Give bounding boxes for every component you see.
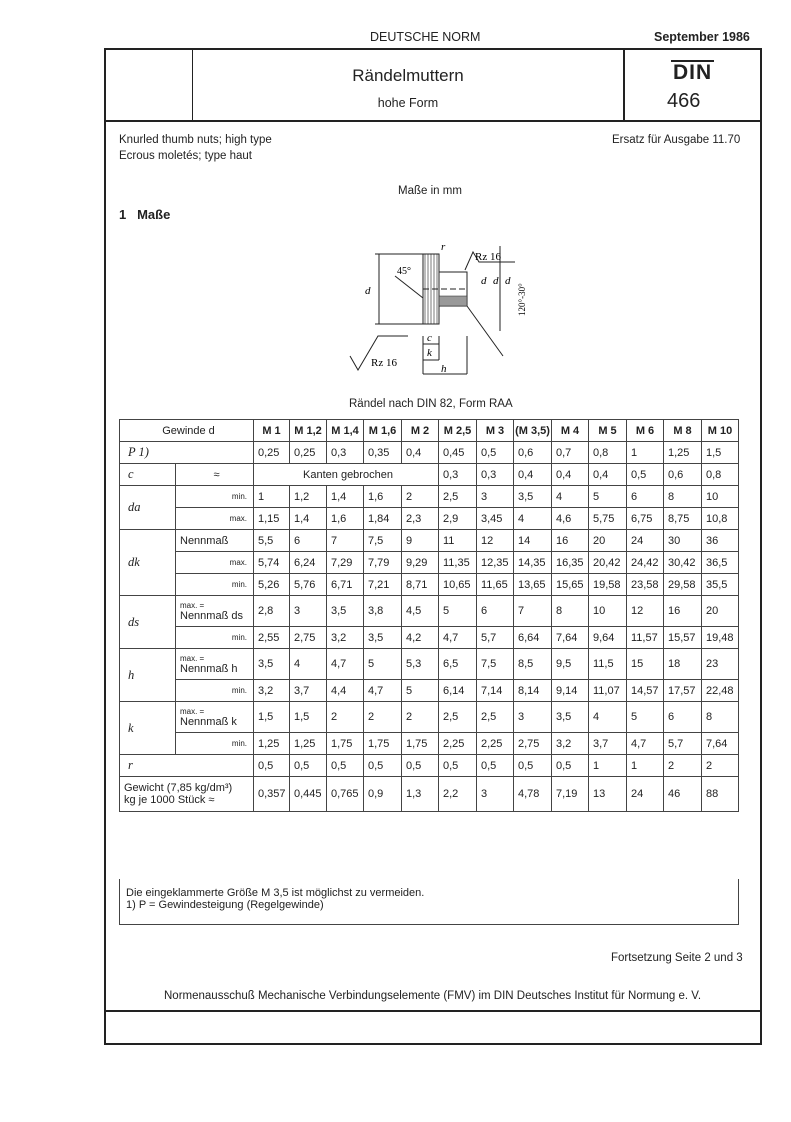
size-header: M 1,4	[327, 420, 364, 442]
k-min-cell: 4,7	[627, 733, 664, 755]
k-min-cell: 1,75	[364, 733, 402, 755]
da-max-cell: 3,45	[477, 508, 514, 530]
da-min-cell: 1	[254, 486, 290, 508]
nennmass-label	[176, 702, 254, 733]
P-cell: 0,6	[514, 442, 552, 464]
dk-min-cell: 15,65	[552, 574, 589, 596]
h-min-cell: 4,4	[327, 680, 364, 702]
h-min-cell: 8,14	[514, 680, 552, 702]
k-min-cell: 3,7	[589, 733, 627, 755]
c-cell: 0,5	[627, 464, 664, 486]
da-min-cell: 2	[402, 486, 439, 508]
c-cell: 0,4	[514, 464, 552, 486]
dk-nenn-cell: 9	[402, 530, 439, 552]
min-label: min.	[176, 627, 254, 649]
min-label: min.	[176, 486, 254, 508]
weight-cell: 88	[702, 777, 739, 812]
table-row-weight	[120, 777, 739, 812]
k-min-cell: 5,7	[664, 733, 702, 755]
ds-min-cell: 4,7	[439, 627, 477, 649]
k-nenn-cell: 3	[514, 702, 552, 733]
size-header: (M 3,5)	[514, 420, 552, 442]
da-max-cell: 8,75	[664, 508, 702, 530]
k-min-cell: 2,25	[477, 733, 514, 755]
da-min-cell: 1,6	[364, 486, 402, 508]
da-min-cell: 3	[477, 486, 514, 508]
symbol-da: da	[120, 486, 176, 530]
ds-nenn-cell: 2,8	[254, 596, 290, 627]
units-note: Maße in mm	[398, 185, 462, 197]
nennmass-text: Nennmaß k	[180, 715, 237, 728]
document-subtitle: hohe Form	[377, 96, 439, 110]
r-cell: 2	[702, 755, 739, 777]
h-min-cell: 6,14	[439, 680, 477, 702]
ds-nenn-cell: 6	[477, 596, 514, 627]
table-row-ds-min	[120, 627, 739, 649]
k-min-cell: 1,25	[290, 733, 327, 755]
h-min-cell: 5	[402, 680, 439, 702]
title-divider-right	[623, 48, 625, 122]
h-nenn-cell: 6,5	[439, 649, 477, 680]
ds-nenn-cell: 3,8	[364, 596, 402, 627]
ds-nenn-cell: 7	[514, 596, 552, 627]
ds-min-cell: 4,2	[402, 627, 439, 649]
ds-nenn-cell: 3	[290, 596, 327, 627]
min-label: min.	[176, 680, 254, 702]
da-min-cell: 8	[664, 486, 702, 508]
nennmass-text: Nennmaß ds	[180, 609, 243, 622]
ds-nenn-cell: 8	[552, 596, 589, 627]
dk-min-cell: 11,65	[477, 574, 514, 596]
k-nenn-cell: 8	[702, 702, 739, 733]
note-line-1: Die eingeklammerte Größe M 3,5 ist möglichst zu vermeiden.	[126, 887, 425, 899]
ds-min-cell: 6,64	[514, 627, 552, 649]
da-max-cell: 1,15	[254, 508, 290, 530]
da-max-cell: 2,3	[402, 508, 439, 530]
k-nenn-cell: 2,5	[477, 702, 514, 733]
k-nenn-cell: 2	[327, 702, 364, 733]
standard-number: 466	[667, 90, 701, 112]
c-cell: 0,3	[439, 464, 477, 486]
dk-max-cell: 11,35	[439, 552, 477, 574]
weight-cell: 46	[664, 777, 702, 812]
nennmass-label	[176, 596, 254, 627]
k-label: k	[427, 347, 432, 359]
norm-label: DEUTSCHE NORM	[370, 30, 481, 44]
k-nenn-cell: 2	[402, 702, 439, 733]
symbol-ds: ds	[120, 596, 176, 649]
dk-nenn-cell: 12	[477, 530, 514, 552]
P-cell: 0,45	[439, 442, 477, 464]
h-nenn-cell: 7,5	[477, 649, 514, 680]
symbol-dk: dk	[120, 530, 176, 596]
weight-cell: 0,765	[327, 777, 364, 812]
weight-cell: 0,9	[364, 777, 402, 812]
dk-min-cell: 35,5	[702, 574, 739, 596]
r-cell: 2	[664, 755, 702, 777]
min-label: min.	[176, 574, 254, 596]
max-eq-label: max. =	[180, 706, 205, 716]
r-cell: 1	[627, 755, 664, 777]
dk-nenn-cell: 7	[327, 530, 364, 552]
dk-min-cell: 19,58	[589, 574, 627, 596]
r-cell: 0,5	[402, 755, 439, 777]
h-nenn-cell: 23	[702, 649, 739, 680]
da-min-cell: 1,4	[327, 486, 364, 508]
h-nenn-cell: 11,5	[589, 649, 627, 680]
da-label: d	[493, 275, 499, 287]
h-nenn-cell: 15	[627, 649, 664, 680]
h-min-cell: 4,7	[364, 680, 402, 702]
dk-max-cell: 20,42	[589, 552, 627, 574]
replaces-note: Ersatz für Ausgabe 11.70	[612, 134, 741, 146]
dk-max-cell: 14,35	[514, 552, 552, 574]
dk-min-cell: 13,65	[514, 574, 552, 596]
size-header: M 1,2	[290, 420, 327, 442]
size-header: M 10	[702, 420, 739, 442]
P-cell: 0,25	[290, 442, 327, 464]
english-title: Knurled thumb nuts; high type	[119, 134, 272, 146]
ds-min-cell: 2,55	[254, 627, 290, 649]
figure-caption: Rändel nach DIN 82, Form RAA	[349, 398, 513, 410]
r-cell: 0,5	[254, 755, 290, 777]
da-min-cell: 5	[589, 486, 627, 508]
c-cell: 0,6	[664, 464, 702, 486]
dk-max-cell: 12,35	[477, 552, 514, 574]
k-min-cell: 1,25	[254, 733, 290, 755]
weight-cell: 1,3	[402, 777, 439, 812]
chamfer-label: 45°	[397, 266, 411, 277]
k-min-cell: 3,2	[552, 733, 589, 755]
weight-cell: 24	[627, 777, 664, 812]
dk-min-cell: 7,21	[364, 574, 402, 596]
ds-min-cell: 15,57	[664, 627, 702, 649]
ds-min-cell: 9,64	[589, 627, 627, 649]
da-min-cell: 1,2	[290, 486, 327, 508]
ds-min-cell: 19,48	[702, 627, 739, 649]
dk-min-cell: 6,71	[327, 574, 364, 596]
da-max-cell: 6,75	[627, 508, 664, 530]
dk-min-cell: 5,76	[290, 574, 327, 596]
document-title: Rändelmuttern	[352, 66, 464, 85]
nennmass-text: Nennmaß h	[180, 662, 238, 675]
r-cell: 1	[589, 755, 627, 777]
ds-min-cell: 2,75	[290, 627, 327, 649]
table-row-k-nenn	[120, 702, 739, 733]
dk-min-cell: 10,65	[439, 574, 477, 596]
continuation-note: Fortsetzung Seite 2 und 3	[611, 952, 743, 964]
k-nenn-cell: 1,5	[254, 702, 290, 733]
da-min-cell: 6	[627, 486, 664, 508]
da-min-cell: 3,5	[514, 486, 552, 508]
dk-max-cell: 9,29	[402, 552, 439, 574]
max-eq-label: max. =	[180, 600, 205, 610]
dk-max-cell: 5,74	[254, 552, 290, 574]
symbol-h: h	[120, 649, 176, 702]
size-header: M 4	[552, 420, 589, 442]
h-nenn-cell: 4,7	[327, 649, 364, 680]
h-min-cell: 9,14	[552, 680, 589, 702]
symbol-r: r	[120, 755, 254, 777]
table-row-dk-nenn	[120, 530, 739, 552]
h-nenn-cell: 9,5	[552, 649, 589, 680]
r-cell: 0,5	[477, 755, 514, 777]
size-header: M 3	[477, 420, 514, 442]
ds-nenn-cell: 5	[439, 596, 477, 627]
dk-max-cell: 24,42	[627, 552, 664, 574]
table-row-r	[120, 755, 739, 777]
weight-cell: 2,2	[439, 777, 477, 812]
table-row-k-min	[120, 733, 739, 755]
section-heading: 1 Maße	[119, 207, 171, 222]
k-nenn-cell: 4	[589, 702, 627, 733]
ds-min-cell: 7,64	[552, 627, 589, 649]
size-header: M 5	[589, 420, 627, 442]
P-cell: 1,25	[664, 442, 702, 464]
weight-cell: 13	[589, 777, 627, 812]
ds-label: d	[505, 275, 511, 287]
r-cell: 0,5	[290, 755, 327, 777]
c-cell: 0,4	[552, 464, 589, 486]
ds-nenn-cell: 12	[627, 596, 664, 627]
da-max-cell: 4	[514, 508, 552, 530]
table-body	[120, 420, 739, 812]
c-cell: 0,3	[477, 464, 514, 486]
weight-cell: 0,357	[254, 777, 290, 812]
h-nenn-cell: 5	[364, 649, 402, 680]
h-nenn-cell: 8,5	[514, 649, 552, 680]
kanten-gebrochen: Kanten gebrochen	[254, 464, 439, 486]
size-header: M 8	[664, 420, 702, 442]
da-max-cell: 4,6	[552, 508, 589, 530]
symbol-k: k	[120, 702, 176, 755]
dk-max-cell: 7,29	[327, 552, 364, 574]
da-max-cell: 5,75	[589, 508, 627, 530]
dk-max-cell: 6,24	[290, 552, 327, 574]
h-min-cell: 14,57	[627, 680, 664, 702]
P-cell: 0,35	[364, 442, 402, 464]
k-min-cell: 1,75	[402, 733, 439, 755]
weight-cell: 4,78	[514, 777, 552, 812]
table-row-c	[120, 464, 739, 486]
dk-nenn-cell: 6	[290, 530, 327, 552]
da-min-cell: 4	[552, 486, 589, 508]
symbol-P: P 1)	[120, 442, 254, 464]
size-header: M 2	[402, 420, 439, 442]
dk-nenn-cell: 24	[627, 530, 664, 552]
french-title: Ecrous moletés; type haut	[119, 150, 252, 162]
h-min-cell: 7,14	[477, 680, 514, 702]
dk-min-cell: 29,58	[664, 574, 702, 596]
k-min-cell: 2,25	[439, 733, 477, 755]
r-cell: 0,5	[514, 755, 552, 777]
ds-nenn-cell: 16	[664, 596, 702, 627]
h-min-cell: 3,7	[290, 680, 327, 702]
h-label: h	[441, 363, 447, 375]
weight-cell: 0,445	[290, 777, 327, 812]
k-min-cell: 1,75	[327, 733, 364, 755]
max-label: max.	[176, 552, 254, 574]
da-max-cell: 1,6	[327, 508, 364, 530]
dk-nenn-cell: 11	[439, 530, 477, 552]
angle-label: 120°-30°	[517, 283, 527, 316]
nut-drawing	[345, 236, 545, 386]
r-cell: 0,5	[327, 755, 364, 777]
da-max-cell: 2,9	[439, 508, 477, 530]
table-row-ds-nenn	[120, 596, 739, 627]
table-header-row	[120, 420, 739, 442]
ds-min-cell: 5,7	[477, 627, 514, 649]
k-nenn-cell: 6	[664, 702, 702, 733]
k-min-cell: 2,75	[514, 733, 552, 755]
k-min-cell: 7,64	[702, 733, 739, 755]
size-header: M 2,5	[439, 420, 477, 442]
c-label: c	[427, 332, 432, 344]
ds-nenn-cell: 4,5	[402, 596, 439, 627]
table-row-dk-min	[120, 574, 739, 596]
h-nenn-cell: 18	[664, 649, 702, 680]
c-cell: 0,8	[702, 464, 739, 486]
dk-nenn-cell: 16	[552, 530, 589, 552]
h-min-cell: 17,57	[664, 680, 702, 702]
max-label: max.	[176, 508, 254, 530]
committee-line: Normenausschuß Mechanische Verbindungselemente (FMV) im DIN Deutsches Institut für Normung e. V.	[164, 990, 702, 1002]
size-header: M 1	[254, 420, 290, 442]
d-label: d	[481, 275, 487, 287]
r-cell: 0,5	[364, 755, 402, 777]
h-nenn-cell: 4	[290, 649, 327, 680]
k-nenn-cell: 2,5	[439, 702, 477, 733]
r-label: r	[441, 241, 446, 253]
dk-max-cell: 16,35	[552, 552, 589, 574]
ds-min-cell: 11,57	[627, 627, 664, 649]
min-label: min.	[176, 733, 254, 755]
da-min-cell: 2,5	[439, 486, 477, 508]
table-row-da-max	[120, 508, 739, 530]
dk-nenn-cell: 14	[514, 530, 552, 552]
P-cell: 1	[627, 442, 664, 464]
din-logo: DIN	[673, 61, 713, 84]
dk-max-cell: 36,5	[702, 552, 739, 574]
h-nenn-cell: 3,5	[254, 649, 290, 680]
dk-nenn-cell: 20	[589, 530, 627, 552]
dk-max-cell: 30,42	[664, 552, 702, 574]
k-nenn-cell: 3,5	[552, 702, 589, 733]
h-nenn-cell: 5,3	[402, 649, 439, 680]
dk-min-cell: 8,71	[402, 574, 439, 596]
k-nenn-cell: 5	[627, 702, 664, 733]
dk-nenn-cell: 36	[702, 530, 739, 552]
dk-nenn-cell: 5,5	[254, 530, 290, 552]
h-min-cell: 3,2	[254, 680, 290, 702]
dk-nenn-cell: 7,5	[364, 530, 402, 552]
P-cell: 0,3	[327, 442, 364, 464]
k-nenn-cell: 1,5	[290, 702, 327, 733]
weight-line-1: Gewicht (7,85 kg/dm³)	[124, 782, 233, 794]
rz-top-label: Rz 16	[475, 251, 501, 263]
nennmass-label	[176, 649, 254, 680]
r-cell: 0,5	[552, 755, 589, 777]
da-max-cell: 1,4	[290, 508, 327, 530]
footer-rule	[104, 1010, 762, 1012]
gewinde-header: Gewinde d	[120, 420, 254, 442]
symbol-c: c	[120, 464, 176, 486]
note-line-2: 1) P = Gewindesteigung (Regelgewinde)	[126, 899, 324, 911]
table-row-dk-max	[120, 552, 739, 574]
nennmass-label: Nennmaß	[176, 530, 254, 552]
table-notes	[119, 879, 739, 925]
size-header: M 1,6	[364, 420, 402, 442]
h-min-cell: 22,48	[702, 680, 739, 702]
dk-min-cell: 23,58	[627, 574, 664, 596]
c-cell: 0,4	[589, 464, 627, 486]
k-nenn-cell: 2	[364, 702, 402, 733]
da-max-cell: 1,84	[364, 508, 402, 530]
weight-label	[120, 777, 254, 812]
P-cell: 0,4	[402, 442, 439, 464]
rz-bottom-label: Rz 16	[371, 357, 397, 369]
approx-sign: ≈	[176, 464, 254, 486]
table-row-h-min	[120, 680, 739, 702]
weight-cell: 7,19	[552, 777, 589, 812]
ds-min-cell: 3,5	[364, 627, 402, 649]
da-max-cell: 10,8	[702, 508, 739, 530]
table-row-da-min	[120, 486, 739, 508]
ds-nenn-cell: 3,5	[327, 596, 364, 627]
dk-label: d	[365, 285, 371, 297]
P-cell: 0,25	[254, 442, 290, 464]
P-cell: 0,5	[477, 442, 514, 464]
da-min-cell: 10	[702, 486, 739, 508]
weight-cell: 3	[477, 777, 514, 812]
ds-nenn-cell: 10	[589, 596, 627, 627]
dk-min-cell: 5,26	[254, 574, 290, 596]
issue-date: September 1986	[654, 30, 750, 44]
P-cell: 0,7	[552, 442, 589, 464]
dimensions-table	[119, 419, 739, 812]
max-eq-label: max. =	[180, 653, 205, 663]
h-min-cell: 11,07	[589, 680, 627, 702]
table-row-h-nenn	[120, 649, 739, 680]
weight-line-2: kg je 1000 Stück ≈	[124, 794, 215, 806]
P-cell: 1,5	[702, 442, 739, 464]
P-cell: 0,8	[589, 442, 627, 464]
ds-nenn-cell: 20	[702, 596, 739, 627]
size-header: M 6	[627, 420, 664, 442]
dk-max-cell: 7,79	[364, 552, 402, 574]
table-row-P	[120, 442, 739, 464]
r-cell: 0,5	[439, 755, 477, 777]
ds-min-cell: 3,2	[327, 627, 364, 649]
dk-nenn-cell: 30	[664, 530, 702, 552]
